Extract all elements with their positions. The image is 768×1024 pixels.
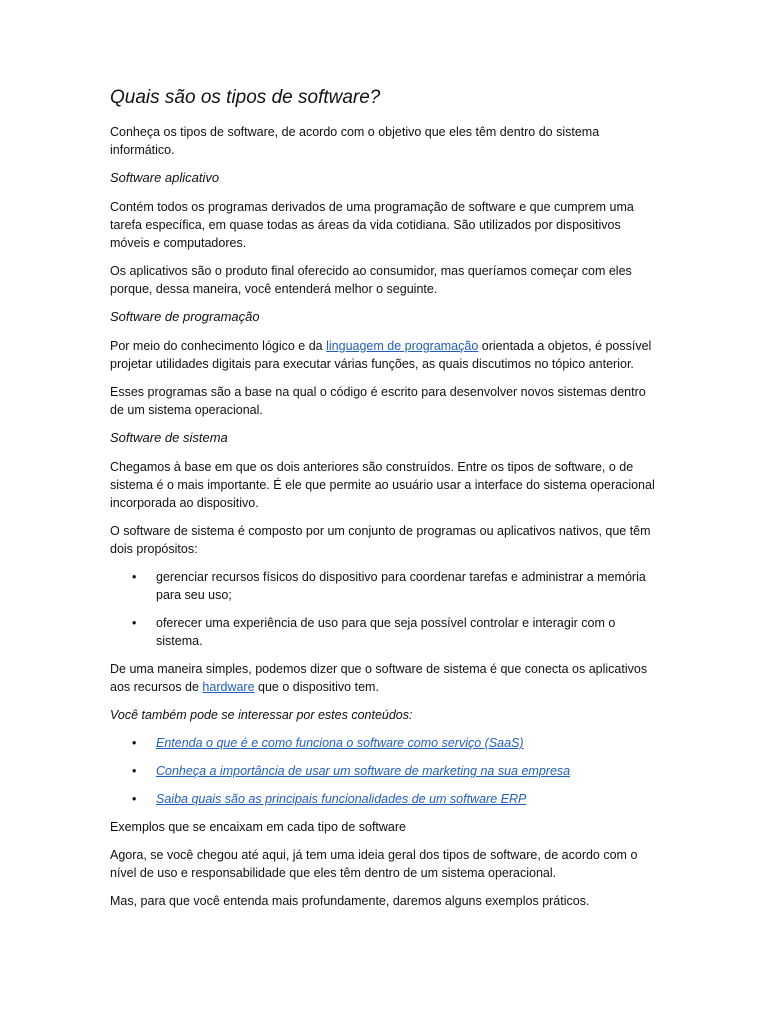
link-hardware[interactable]: hardware — [202, 680, 255, 694]
sistema-text-after: que o dispositivo tem. — [254, 680, 379, 694]
link-saas[interactable]: Entenda o que é e como funciona o software como serviço (SaaS) — [156, 736, 524, 750]
programacao-text-before: Por meio do conhecimento lógico e da — [110, 339, 327, 353]
examples-paragraph-2: Mas, para que você entenda mais profundamente, daremos alguns exemplos práticos. — [110, 894, 590, 908]
bullet-icon: • — [132, 570, 137, 584]
document-page — [110, 86, 660, 920]
bullet-icon: • — [132, 736, 137, 750]
list-item — [110, 614, 660, 650]
sistema-bullet-list — [110, 568, 660, 650]
examples-paragraph-1: Agora, se você chegou até aqui, já tem uma ideia geral dos tipos de software, de acordo com o nível de uso e responsabilidade que eles têm dentro de um sistema operacional. — [110, 848, 638, 880]
list-item-text: oferecer uma experiência de uso para que seja possível controlar e interagir com o sistema. — [156, 616, 616, 648]
aplicativo-paragraph-2: Os aplicativos são o produto final oferecido ao consumidor, mas queríamos começar com eles porque, dessa maneira, você entenderá melhor o seguinte. — [110, 264, 632, 296]
list-item — [110, 790, 660, 808]
link-software-erp[interactable]: Saiba quais são as principais funcionalidades de um software ERP — [156, 792, 527, 806]
link-software-marketing[interactable]: Conheça a importância de usar um software de marketing na sua empresa — [156, 764, 571, 778]
sistema-paragraph-1: Chegamos à base em que os dois anteriores são construídos. Entre os tipos de software, o de sistema é o mais importante. É ele que permite ao usuário usar a interface do sistema operacional incorporada ao dispositivo. — [110, 460, 655, 510]
list-item — [110, 568, 660, 604]
aplicativo-paragraph-1: Contém todos os programas derivados de uma programação de software e que cumprem uma tarefa específica, em quase todas as áreas da vida cotidiana. São utilizados por dispositivos móveis e computadores. — [110, 200, 634, 250]
bullet-icon: • — [132, 616, 137, 630]
link-linguagem-programacao[interactable]: linguagem de programação — [326, 339, 479, 353]
intro-paragraph: Conheça os tipos de software, de acordo com o objetivo que eles têm dentro do sistema informático. — [110, 125, 600, 157]
sistema-paragraph-3 — [110, 660, 660, 696]
list-item — [110, 762, 660, 780]
related-links-list — [110, 734, 660, 808]
bullet-icon: • — [132, 764, 137, 778]
heading-software-aplicativo: Software aplicativo — [110, 170, 220, 185]
sistema-text-before: De uma maneira simples, podemos dizer que o software de sistema é que conecta os aplicativos aos recursos de — [110, 662, 648, 694]
examples-heading: Exemplos que se encaixam em cada tipo de software — [110, 820, 406, 834]
page-title: Quais são os tipos de software? — [110, 87, 381, 108]
heading-software-programacao: Software de programação — [110, 309, 260, 324]
bullet-icon: • — [132, 792, 137, 806]
programacao-paragraph-1 — [110, 337, 660, 373]
list-item-text: gerenciar recursos físicos do dispositivo para coordenar tarefas e administrar a memória para seu uso; — [156, 570, 646, 602]
heading-software-sistema: Software de sistema — [110, 430, 228, 445]
list-item — [110, 734, 660, 752]
programacao-paragraph-2: Esses programas são a base na qual o código é escrito para desenvolver novos sistemas dentro de um sistema operacional. — [110, 385, 646, 417]
related-heading: Você também pode se interessar por estes conteúdos: — [110, 708, 413, 722]
programacao-text-after: orientada a objetos, é possível projetar utilidades digitais para executar várias funções, as quais discutimos no tópico anterior. — [110, 339, 652, 371]
sistema-paragraph-2: O software de sistema é composto por um conjunto de programas ou aplicativos nativos, que têm dois propósitos: — [110, 524, 651, 556]
